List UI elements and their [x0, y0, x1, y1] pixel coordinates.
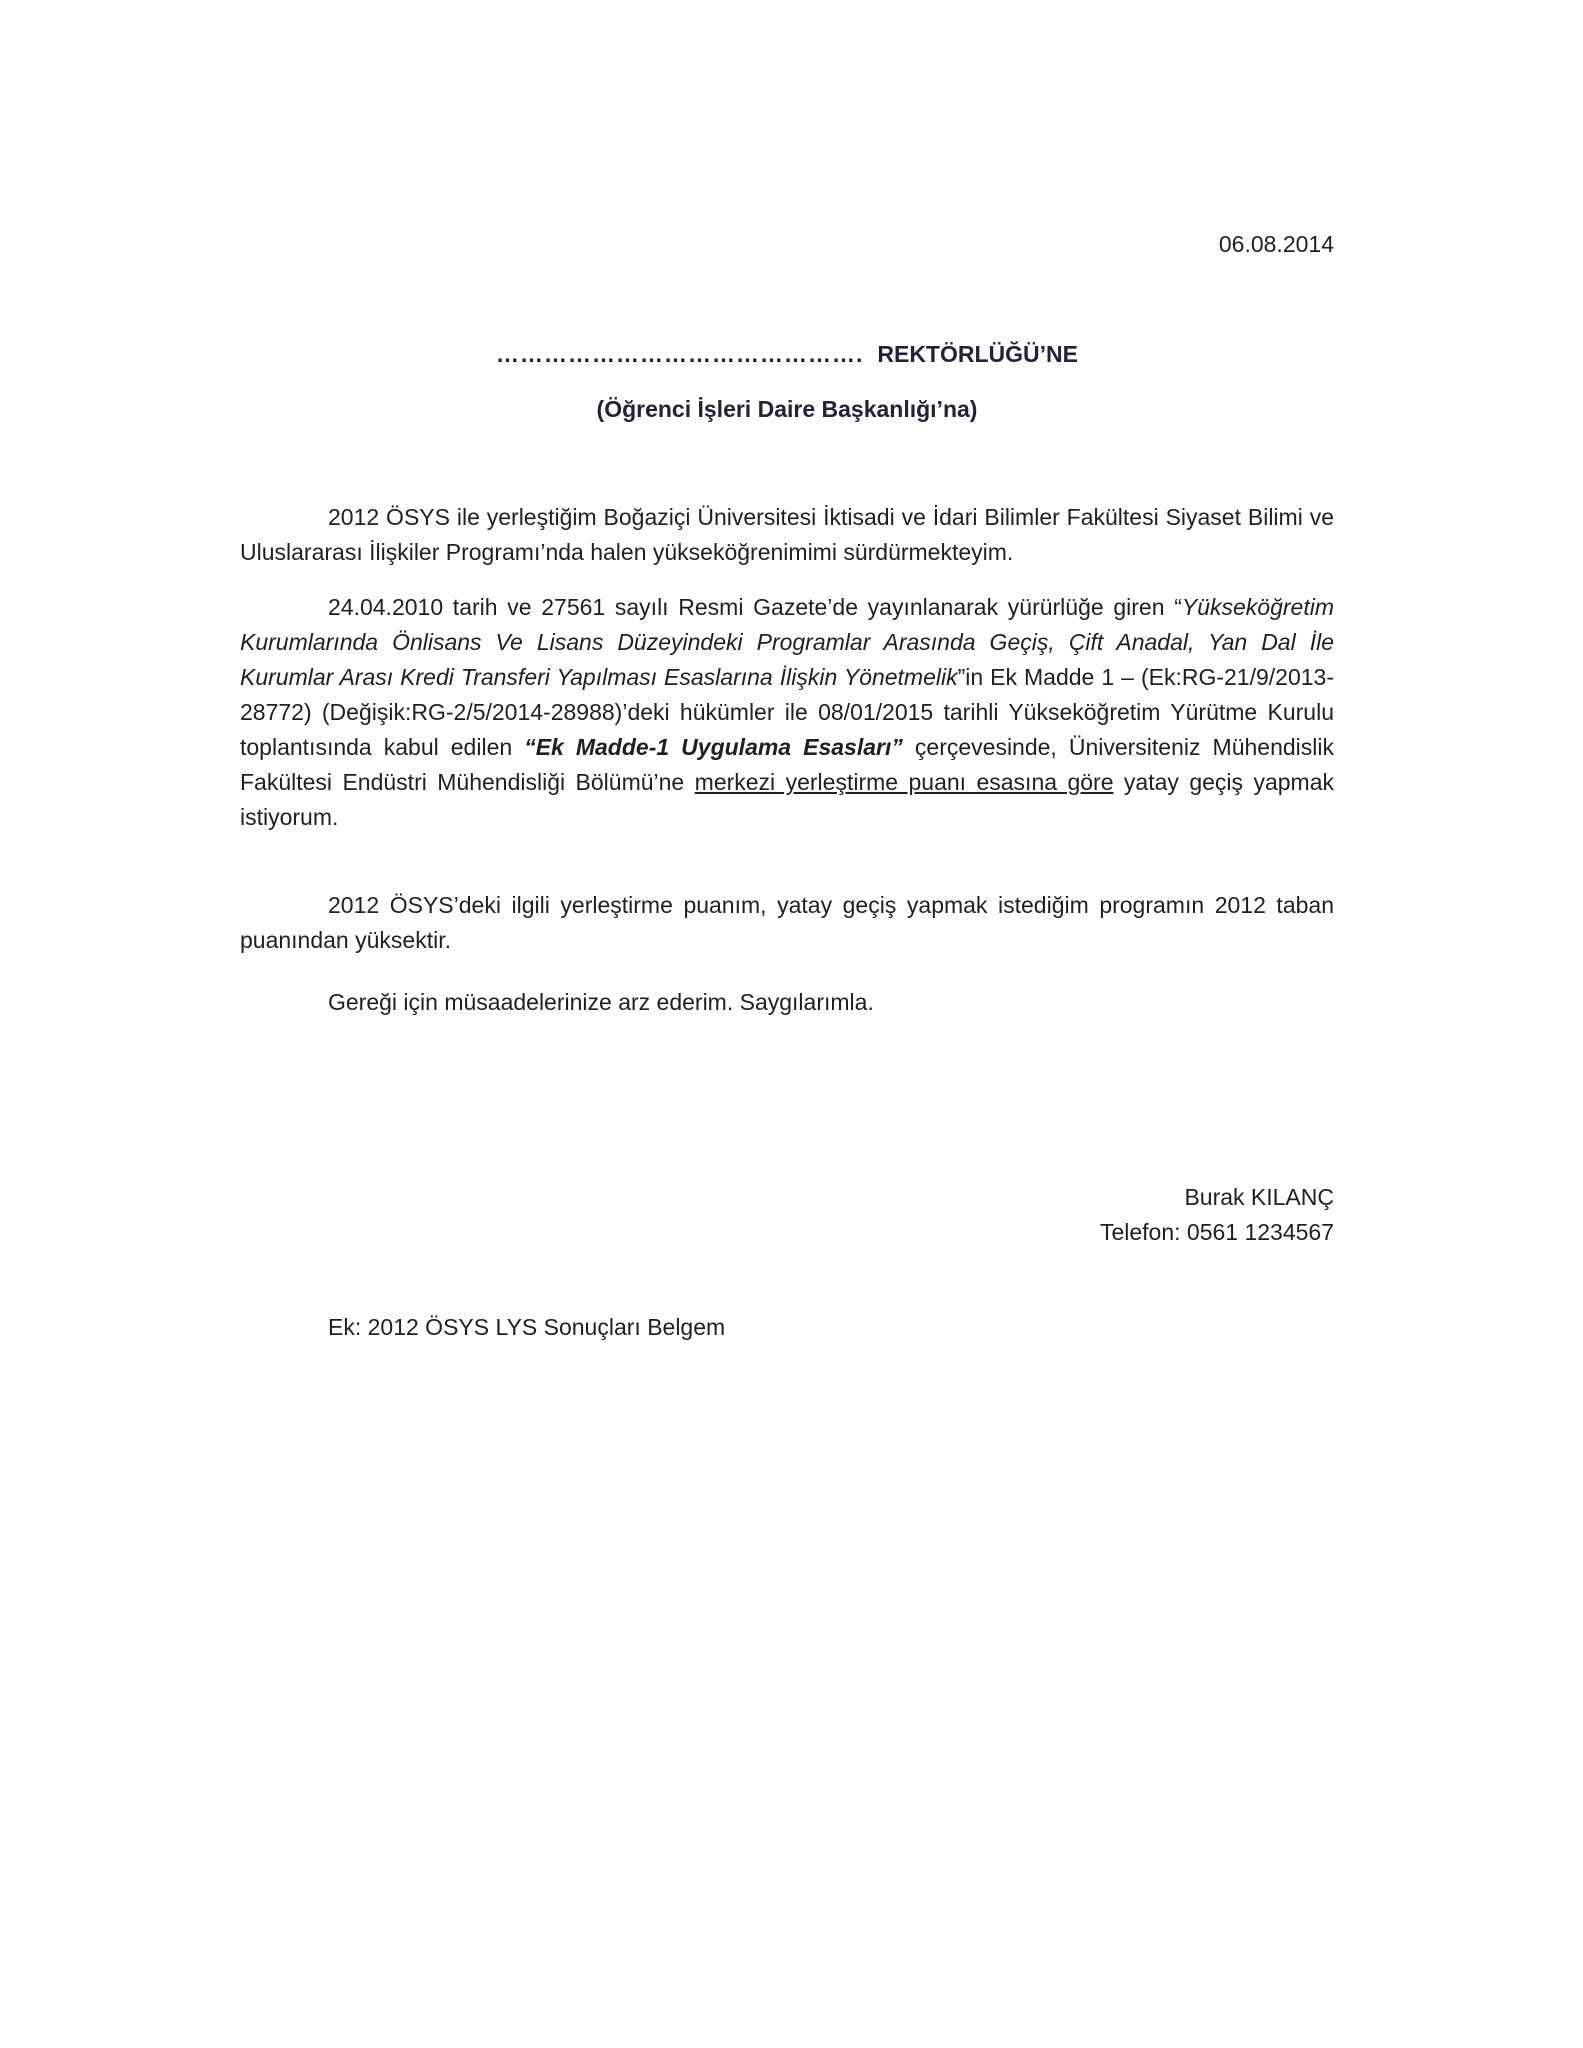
paragraph-closing: Gereği için müsaadelerinize arz ederim. Saygılarımla.	[328, 989, 874, 1015]
letter-date: 06.08.2014	[1218, 231, 1334, 257]
application-principles: “Ek Madde-1 Uygulama Esasları”	[524, 734, 903, 760]
paragraph-text-part3: çerçevesinde, Üniversiteniz Mühendislik Fakültesi Endüstri Mühendisliği Bölümü’ne	[240, 734, 1334, 795]
addressee-heading	[240, 338, 1334, 370]
addressee-title: REKTÖRLÜĞÜ’NE	[877, 341, 1078, 367]
paragraph-text-part2: ”in Ek Madde 1 – (Ek:RG-21/9/2013-28772) (Değişik:RG-2/5/2014-28988)’deki hükümler ile 08/01/2015 tarihli Yükseköğretim Yürütme Kurulu toplantısında kabul edilen	[240, 664, 1334, 760]
signer-phone: Telefon: 0561 1234567	[1099, 1219, 1334, 1245]
annex-note: Ek: 2012 ÖSYS LYS Sonuçları Belgem	[328, 1314, 726, 1340]
paragraph-current-enrollment: 2012 ÖSYS ile yerleştiğim Boğaziçi Üniversitesi İktisadi ve İdari Bilimler Fakültesi Siyaset Bilimi ve Uluslararası İlişkiler Programı’nda halen yükseköğrenimimi sürdürmekteyim.	[240, 504, 1334, 565]
addressee-subtitle: (Öğrenci İşleri Daire Başkanlığı’na)	[596, 396, 978, 422]
signer-name: Burak KILANÇ	[1184, 1184, 1334, 1210]
paragraph-text-part4: yatay geçiş yapmak istiyorum.	[240, 769, 1334, 830]
signature-block	[900, 1180, 1334, 1250]
paragraph-score-statement: 2012 ÖSYS’deki ilgili yerleştirme puanım, yatay geçiş yapmak istediğim programın 2012 taban puanından yüksektir.	[240, 892, 1334, 953]
paragraph-transfer-request	[240, 590, 1334, 835]
addressee-placeholder-dots: ……………………………………….	[495, 341, 864, 367]
placement-basis-underlined: merkezi yerleştirme puanı esasına göre	[694, 769, 1114, 795]
regulation-title: Yükseköğretim Kurumlarında Önlisans Ve Lisans Düzeyindeki Programlar Arasında Geçiş, Çift Anadal, Yan Dal İle Kurumlar Arası Kredi Transferi Yapılması Esaslarına İlişkin Yönetmelik	[240, 594, 1334, 690]
paragraph-text-part1: 24.04.2010 tarih ve 27561 sayılı Resmi Gazete’de yayınlanarak yürürlüğe giren “	[328, 594, 1182, 620]
